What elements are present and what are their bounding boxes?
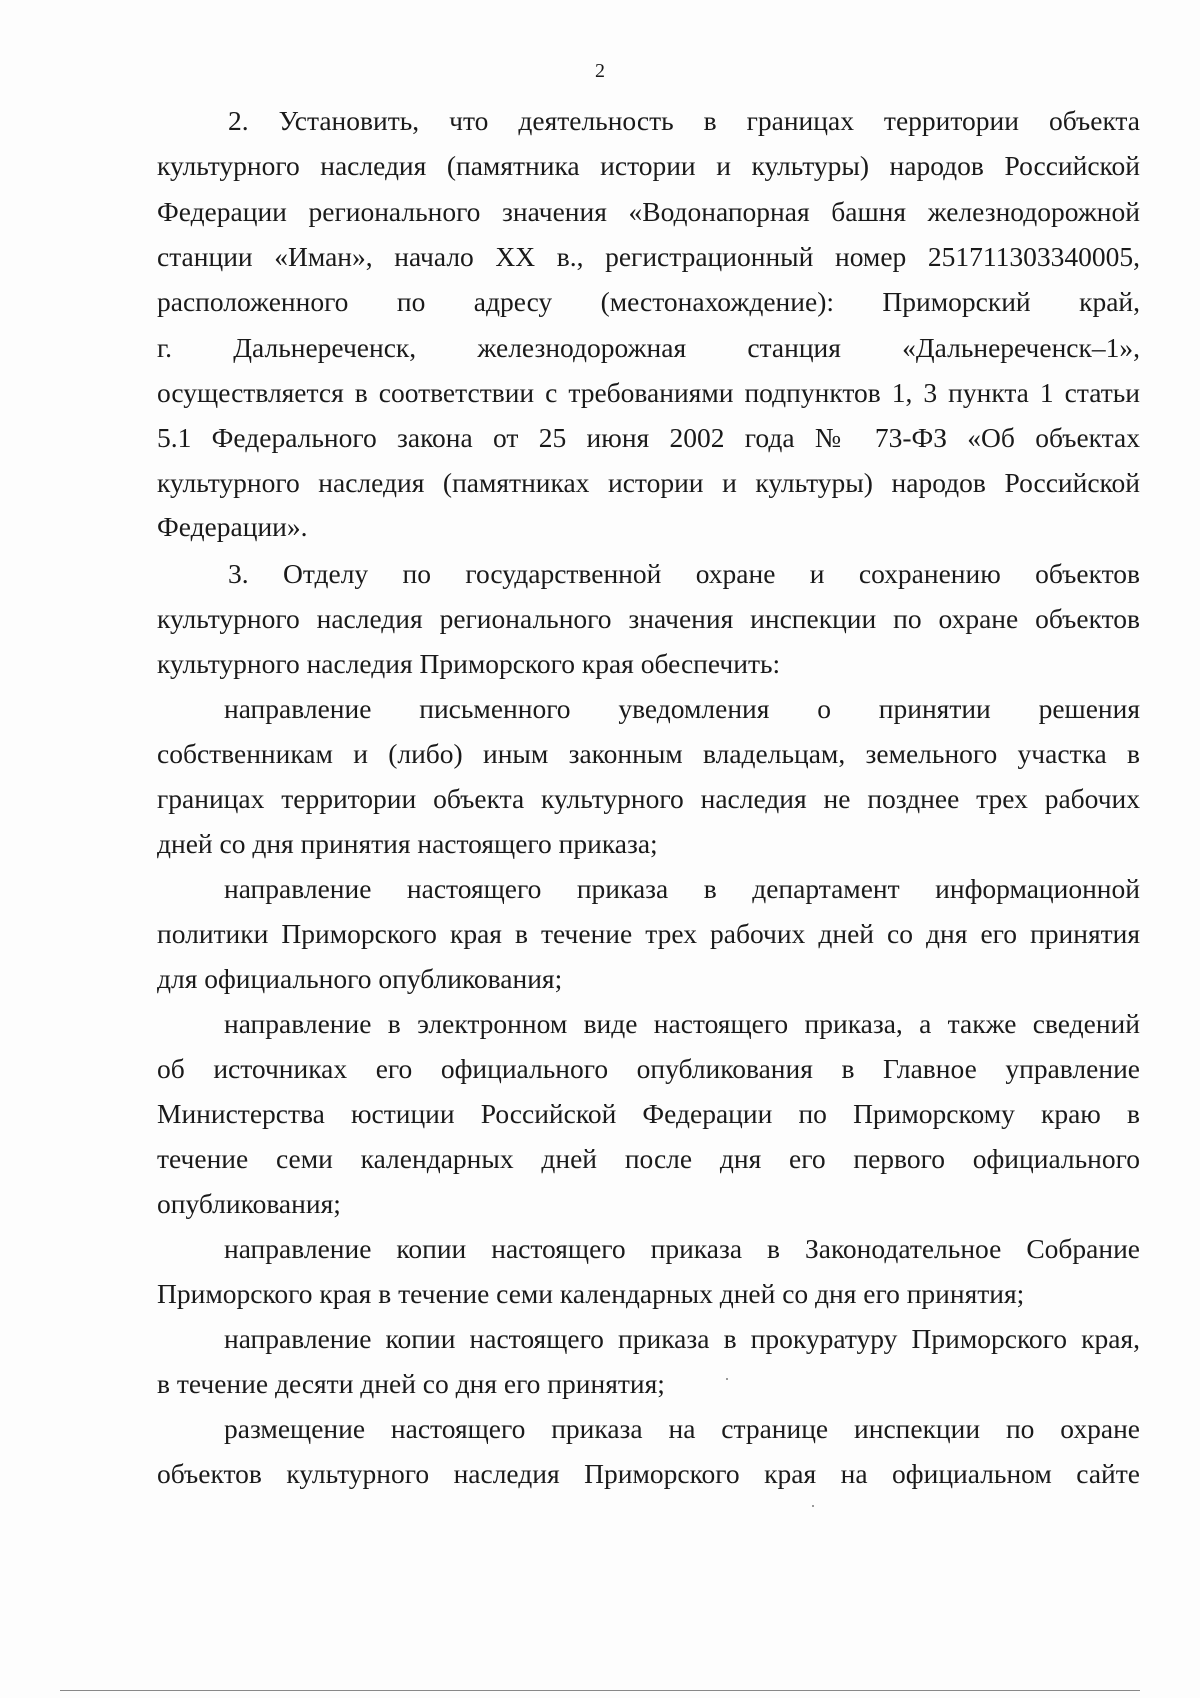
text-line: культурного наследия (памятника истории и культуры) народов Российской (157, 150, 1140, 181)
text-line: направление письменного уведомления о принятии решения (224, 693, 1140, 724)
text-line: 3. Отделу по государственной охране и сохранению объектов (228, 558, 1140, 589)
text-line: течение семи календарных дней после дня его первого официального (157, 1143, 1140, 1174)
text-line: культурного наследия Приморского края обеспечить: (157, 648, 781, 679)
text-line: Приморского края в течение семи календарных дней со дня его принятия; (157, 1278, 1025, 1309)
text-line: культурного наследия (памятниках истории и культуры) народов Российской (157, 467, 1140, 498)
text-line: осуществляется в соответствии с требованиями подпунктов 1, 3 пункта 1 статьи (157, 377, 1140, 408)
text-line: собственникам и (либо) иным законным владельцам, земельного участка в (157, 738, 1140, 769)
text-line: 2. Установить, что деятельность в границах территории объекта (228, 105, 1140, 136)
text-line: размещение настоящего приказа на странице инспекции по охране (224, 1413, 1140, 1444)
text-line: г. Дальнереченск, железнодорожная станция «Дальнереченск–1», (157, 332, 1140, 363)
text-line: Федерации». (157, 511, 308, 542)
page-number: 2 (595, 60, 605, 82)
scan-speck (812, 1505, 814, 1507)
text-line: станции «Иман», начало XX в., регистрационный номер 251711303340005, (157, 241, 1140, 272)
text-line: Министерства юстиции Российской Федерации по Приморскому краю в (157, 1098, 1140, 1129)
text-line: направление копии настоящего приказа в Законодательное Собрание (224, 1233, 1140, 1264)
text-line: объектов культурного наследия Приморского края на официальном сайте (157, 1458, 1140, 1489)
text-line: направление копии настоящего приказа в прокуратуру Приморского края, (224, 1323, 1140, 1354)
scan-speck (726, 1378, 728, 1380)
scan-edge-line (60, 1690, 1140, 1691)
text-line: 5.1 Федерального закона от 25 июня 2002 года № 73-ФЗ «Об объектах (157, 422, 1140, 453)
text-line: границах территории объекта культурного наследия не позднее трех рабочих (157, 783, 1140, 814)
text-line: дней со дня принятия настоящего приказа; (157, 828, 658, 859)
text-line: для официального опубликования; (157, 963, 563, 994)
text-line: культурного наследия регионального значения инспекции по охране объектов (157, 603, 1140, 634)
text-line: Федерации регионального значения «Водонапорная башня железнодорожной (157, 196, 1140, 227)
text-line: об источниках его официального опубликования в Главное управление (157, 1053, 1140, 1084)
text-line: опубликования; (157, 1188, 341, 1219)
text-line: политики Приморского края в течение трех рабочих дней со дня его принятия (157, 918, 1140, 949)
text-line: направление настоящего приказа в департамент информационной (224, 873, 1140, 904)
text-line: в течение десяти дней со дня его принятия; (157, 1368, 665, 1399)
text-line: направление в электронном виде настоящего приказа, а также сведений (224, 1008, 1140, 1039)
text-line: расположенного по адресу (местонахождение): Приморский край, (157, 286, 1140, 317)
